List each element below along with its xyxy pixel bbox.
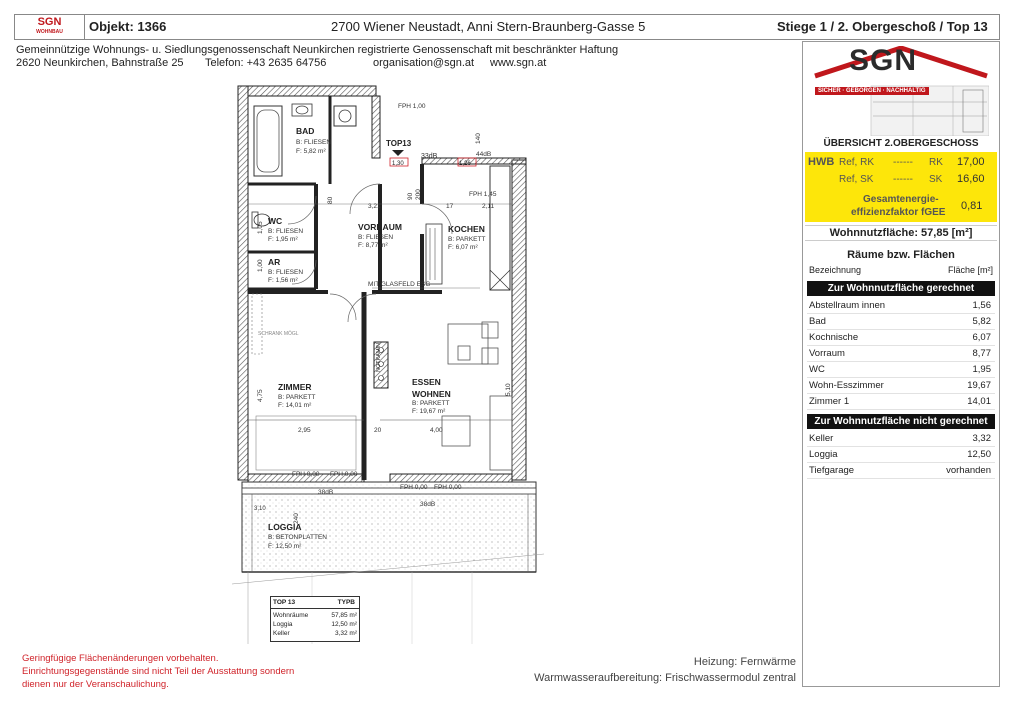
hwb-ref-sk: Ref, SK xyxy=(839,174,874,185)
col-name-header: Bezeichnung xyxy=(809,265,862,275)
list-item xyxy=(807,330,995,346)
hwb-code-sk: SK xyxy=(929,174,943,185)
room-zimmer-area: F: 14,01 m² xyxy=(278,402,312,409)
hwb-code-rk: RK xyxy=(929,157,943,168)
wall-east xyxy=(512,160,526,480)
org-name: Gemeinnützige Wohnungs- u. Siedlungsgenossenschaft Neunkirchen registrierte Genossenschaft mit beschränkter Haftung xyxy=(16,44,619,56)
summary-row-label: Loggia xyxy=(273,621,293,628)
label-38db-b: 38dB xyxy=(420,501,436,508)
energy-box xyxy=(805,152,997,222)
label-321: 3,21 xyxy=(368,203,381,210)
room-area: 3,32 xyxy=(972,433,991,444)
section-not-counted: Zur Wohnnutzfläche nicht gerechnet xyxy=(807,414,995,429)
wall-south-b xyxy=(390,474,512,482)
label-33db: 33dB xyxy=(421,153,438,160)
info-panel xyxy=(802,41,1000,687)
wall-west xyxy=(238,86,248,480)
room-area: 5,82 xyxy=(972,316,991,327)
room-vorraum-name: VORRAUM xyxy=(358,222,402,232)
list-item xyxy=(807,447,995,463)
room-area: 1,95 xyxy=(972,364,991,375)
hwb-dash-rk: ------ xyxy=(893,157,913,168)
room-ar-floor: B: FLIESEN xyxy=(268,269,304,276)
disclaimer-line: Einrichtungsgegenstände sind nicht Teil der Ausstattung sondern xyxy=(22,666,295,677)
floor-plan-drawing xyxy=(232,84,544,644)
room-ar-area: F: 1,56 m² xyxy=(268,277,298,284)
label-140: 140 xyxy=(475,133,482,144)
label-fph0d: FPH 0,00 xyxy=(434,484,462,491)
label-80: 80 xyxy=(327,196,334,204)
room-label: WC xyxy=(809,364,825,375)
label-17: 17 xyxy=(446,203,454,210)
header-logo-text: SGN xyxy=(37,16,62,28)
label-295: 2,95 xyxy=(298,427,311,434)
list-item xyxy=(807,463,995,479)
rooms-title: Räume bzw. Flächen xyxy=(847,249,955,261)
fgee-label-1: Gesamtenergie- xyxy=(863,194,939,205)
summary-row-value: 3,32 m² xyxy=(334,630,357,637)
label-126: 1,26 xyxy=(459,161,471,167)
room-label: Kochnische xyxy=(809,332,859,343)
room-wc-area: F: 1,95 m² xyxy=(268,236,298,243)
header-logo-sub: WOHNBAU xyxy=(36,29,63,35)
wall-shaft xyxy=(372,96,380,158)
list-item xyxy=(807,394,995,410)
overview-title: ÜBERSICHT 2.OBERGESCHOSS xyxy=(823,138,979,149)
list-item xyxy=(807,362,995,378)
room-label: Vorraum xyxy=(809,348,845,359)
label-211: 2,11 xyxy=(482,203,495,210)
label-fph0b: FPH 0,00 xyxy=(330,471,358,478)
room-area: 1,56 xyxy=(972,300,991,311)
room-bad-area: F: 5,82 m² xyxy=(296,148,326,155)
org-email: organisation@sgn.at xyxy=(373,57,475,69)
room-zimmer-name: ZIMMER xyxy=(278,382,312,392)
hwb-value-sk: 16,60 xyxy=(957,173,985,185)
list-item xyxy=(807,346,995,362)
label-90: 90 xyxy=(407,192,414,200)
room-label: Zimmer 1 xyxy=(809,396,850,407)
room-area: 8,77 xyxy=(972,348,991,359)
header-bar xyxy=(14,14,1000,40)
label-20: 20 xyxy=(374,427,382,434)
room-essen-name: ESSEN xyxy=(412,377,441,387)
room-wc-floor: B: FLIESEN xyxy=(268,228,304,235)
unit-location: Stiege 1 / 2. Obergeschoß / Top 13 xyxy=(777,19,988,34)
label-schrank: SCHRANK MÖGL xyxy=(258,331,299,337)
summary-row-label: Keller xyxy=(273,630,290,637)
label-100: 1,00 xyxy=(257,259,264,272)
label-105: 1,05 xyxy=(257,221,264,234)
room-bad-name: BAD xyxy=(296,126,315,136)
label-475: 4,75 xyxy=(257,389,264,402)
room-vorraum-floor: B: FLIESEN xyxy=(358,234,394,241)
plan-summary-box xyxy=(270,596,360,642)
col-area-header: Fläche [m²] xyxy=(947,265,993,275)
label-240: 240 xyxy=(293,513,300,524)
room-loggia-floor: B: BETONPLATTEN xyxy=(268,534,327,541)
label-310: 3,10 xyxy=(254,506,266,512)
room-vorraum-area: F: 8,77 m² xyxy=(358,242,388,249)
disclaimer-notes xyxy=(22,652,294,691)
panel-logo-tagline: SICHER · GEBORGEN · NACHHALTIG xyxy=(815,87,929,95)
summary-title: TOP 13 xyxy=(273,599,296,606)
room-label: Abstellraum innen xyxy=(809,300,886,311)
label-400: 4,00 xyxy=(430,427,443,434)
wall-north xyxy=(248,86,376,96)
disclaimer-line: dienen nur der Veranschaulichung. xyxy=(22,679,169,690)
label-510: 5,10 xyxy=(505,383,512,396)
room-kochen-name: KOCHEN xyxy=(448,224,485,234)
hwb-dash-sk: ------ xyxy=(893,174,913,185)
label-fph145: FPH 1,45 xyxy=(469,191,497,198)
summary-type: TYPB xyxy=(337,599,355,606)
room-kochen-area: F: 6,07 m² xyxy=(448,244,478,251)
summary-row-value: 57,85 m² xyxy=(331,612,357,619)
fgee-label-2: effizienzfaktor fGEE xyxy=(851,207,946,218)
summary-row-label: Wohnräume xyxy=(273,612,309,619)
room-label: Tiefgarage xyxy=(809,465,855,476)
label-top: TOP13 xyxy=(386,139,412,148)
room-loggia-area: F: 12,50 m² xyxy=(268,543,302,550)
room-label: Bad xyxy=(809,316,826,327)
label-notkamin: NOTKAMIN xyxy=(376,342,382,372)
hwb-value-rk: 17,00 xyxy=(957,156,985,168)
room-loggia-name: LOGGIA xyxy=(268,522,302,532)
label-glasfeld: MIT GLASFELD ESG xyxy=(368,281,431,288)
room-area: 6,07 xyxy=(972,332,991,343)
org-phone: Telefon: +43 2635 64756 xyxy=(205,57,327,69)
room-essen-area: F: 19,67 m² xyxy=(412,408,446,415)
disclaimer-line: Geringfügige Flächenänderungen vorbehalten. xyxy=(22,653,219,664)
room-area: 19,67 xyxy=(967,380,991,391)
list-item xyxy=(807,431,995,447)
room-label: Wohn-Esszimmer xyxy=(809,380,884,391)
floor-plan xyxy=(232,84,544,644)
room-wohnen-name: WOHNEN xyxy=(412,389,451,399)
header-logo xyxy=(15,15,85,39)
room-zimmer-floor: B: PARKETT xyxy=(278,394,316,401)
room-label: Loggia xyxy=(809,449,838,460)
hwb-label: HWB xyxy=(808,156,835,168)
hwb-ref-rk: Ref, RK xyxy=(839,157,875,168)
room-essen-floor: B: PARKETT xyxy=(412,400,450,407)
label-38db-a: 38dB xyxy=(318,489,334,496)
label-fph0a: FPH 0,00 xyxy=(292,471,320,478)
org-street: 2620 Neunkirchen, Bahnstraße 25 xyxy=(16,57,184,69)
wall-kitchen-north xyxy=(422,158,526,164)
wohnnutzflaeche: Wohnnutzfläche: 57,85 [m²] xyxy=(805,225,997,241)
object-number: Objekt: 1366 xyxy=(89,19,167,34)
water-info: Warmwasseraufbereitung: Frischwassermodul zentral xyxy=(534,672,796,684)
list-item xyxy=(807,298,995,314)
panel-logo-text: SGN xyxy=(849,44,918,77)
summary-row-value: 12,50 m² xyxy=(331,621,357,628)
label-44db: 44dB xyxy=(476,151,492,158)
room-wc-name: WC xyxy=(268,216,283,226)
list-item xyxy=(807,314,995,330)
list-item xyxy=(807,378,995,394)
room-bad-floor: B: FLIESEN xyxy=(296,139,332,146)
fgee-value: 0,81 xyxy=(961,200,983,212)
room-area: 14,01 xyxy=(967,396,991,407)
panel-logo xyxy=(803,42,999,138)
label-130: 1,30 xyxy=(392,161,404,167)
room-label: Keller xyxy=(809,433,834,444)
section-counted: Zur Wohnnutzfläche gerechnet xyxy=(807,281,995,296)
room-area: 12,50 xyxy=(967,449,991,460)
room-kochen-floor: B: PARKETT xyxy=(448,236,486,243)
label-fph1: FPH 1,00 xyxy=(398,103,426,110)
room-area: vorhanden xyxy=(946,465,991,476)
object-address: 2700 Wiener Neustadt, Anni Stern-Braunberg-Gasse 5 xyxy=(331,19,646,34)
label-fph0c: FPH 0,00 xyxy=(400,484,428,491)
room-ar-name: AR xyxy=(268,257,281,267)
heating-info: Heizung: Fernwärme xyxy=(693,656,796,668)
org-web: www.sgn.at xyxy=(490,57,547,69)
label-200: 200 xyxy=(415,189,422,200)
